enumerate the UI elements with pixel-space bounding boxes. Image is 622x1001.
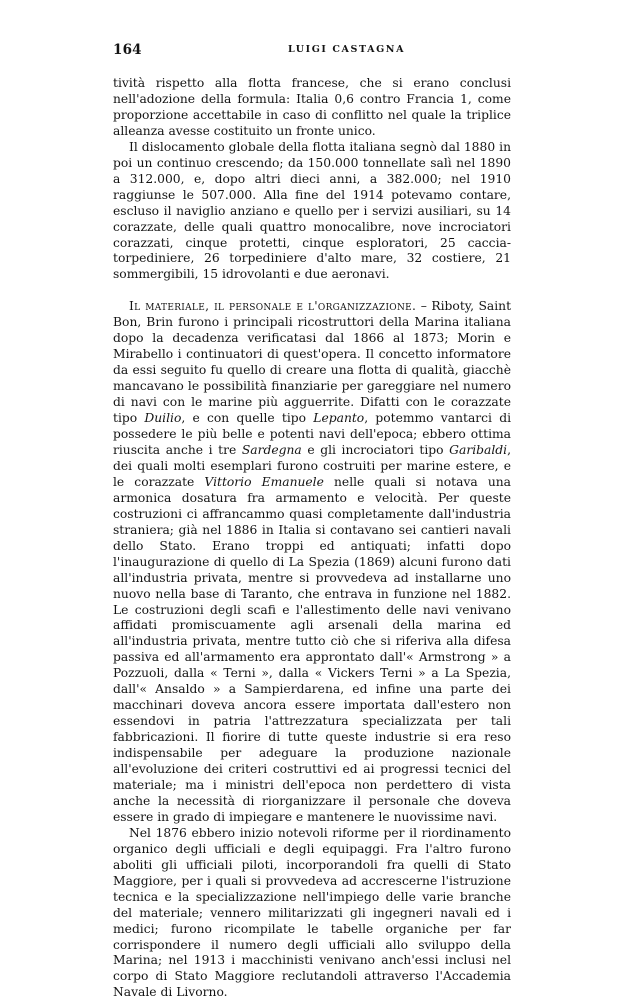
ship-class-name: Sardegna xyxy=(241,442,302,457)
page-header xyxy=(113,42,511,60)
page-number: 164 xyxy=(113,42,142,58)
paragraph-continuation: tività rispetto alla flotta francese, che si erano conclusi nell'adozione della formula: Italia 0,6 contro Francia 1, come proporzione accettabile in caso di conflitto nel quale la triplice alleanza avesse costituito un fronte unico. xyxy=(113,76,511,138)
ship-class-name: Lepanto xyxy=(313,411,365,426)
paragraph-section-materiale xyxy=(113,299,511,825)
running-head: LUIGI CASTAGNA xyxy=(288,44,406,55)
text-run: , potemmo vantarci di possedere le più belle e potenti navi dell'epoca; ebbero ottima riuscita anche i tre xyxy=(113,411,512,457)
text-run: – Riboty, Saint Bon, Brin furono i principali ricostruttori della Marina italiana dopo la decadenza verificatasi dal 1866 al 1873; Morin e Mirabello i continuatori di quest'opera. Il concetto informatore da essi seguito fu quello di creare una flotta di qualità, giacchè mancavano le possibilità finanziarie per gareggiare nel numero di navi con le marine più agguerrite. Difatti con le corazzate tipo xyxy=(113,299,512,426)
paragraph-fleet-displacement: Il dislocamento globale della flotta italiana segnò dal 1880 in poi un continuo crescendo; da 150.000 tonnellate salì nel 1890 a 312.000, e, dopo altri dieci anni, a 382.000; nel 1910 raggiunse le 507.000. Alla fine del 1914 potevamo contare, escluso il naviglio anziano e quello per i servizi ausiliari, su 14 corazzate, delle quali quattro monocalibre, nove incrociatori corazzati, cinque protetti, cinque esploratori, 25 caccia-torpediniere, 26 torpediniere d'alto mare, 32 costiere, 21 sommergibili, 15 idrovolanti e due aeronavi. xyxy=(113,139,511,282)
section-gap xyxy=(113,283,511,299)
ship-class-name: Garibaldi xyxy=(449,442,508,457)
ship-class-name: Vittorio Emanuele xyxy=(204,474,324,489)
section-heading: Il materiale, il personale e l'organizzazione. xyxy=(129,299,417,314)
ship-class-name: Duilio xyxy=(144,411,182,426)
text-run: , e con quelle tipo xyxy=(181,411,314,426)
body-text xyxy=(113,76,511,1001)
text-run: e gli incrociatori tipo xyxy=(301,442,450,457)
paragraph-reforms-1876: Nel 1876 ebbero inizio notevoli riforme per il riordinamento organico degli ufficiali e degli equipaggi. Fra l'altro furono aboliti gli ufficiali piloti, incorporandoli fra quelli di Stato Maggiore, per i quali si provvedeva ad accrescerne l'istruzione tecnica e la specializzazione nell'impiego delle varie branche del materiale; vennero militarizzati gli ingegneri navali ed i medici; furono ricompilate le tabelle organiche per far corrispondere il numero degli ufficiali allo sviluppo della Marina; nel 1913 i macchinisti venivano anch'essi inclusi nel corpo di Stato Maggiore reclutandoli attraverso l'Accademia Navale di Livorno. xyxy=(113,825,511,1000)
text-run: nelle quali si notava una armonica dosatura fra armamento e velocità. Per queste costruzioni ci affrancammo quasi completamente dall'industria straniera; già nel 1886 in Italia si contavano sei cantieri navali dello Stato. Erano troppi ed antiquati; infatti dopo l'inaugurazione di quello di La Spezia (1869) alcuni furono dati all'industria privata, mentre si provvedeva ad installarne uno nuovo nella base di Taranto, che entrava in funzione nel 1882. Le costruzioni degli scafi e l'allestimento delle navi venivano affidati promiscuamente agli arsenali della marina ed all'industria privata, mentre tutto ciò che si riferiva alla difesa passiva ed all'armamento era approntato dall'« Armstrong » a Pozzuoli, dalla « Terni », dalla « Vickers Terni » a La Spezia, dall'« Ansaldo » a Sampierdarena, ed infine una parte dei macchinari doveva ancora essere importata dall'estero non essendovi in patria l'attrezzatura specializzata per tali fabbricazioni. Il fiorire di tutte queste industrie si era reso indispensabile per adeguare la produzione nazionale all'evoluzione dei criteri costruttivi ed ai progressi tecnici del materiale; ma i ministri dell'epoca non perdettero di vista anche la necessità di riorganizzare il personale che doveva essere in grado di impiegare e mantenere le nuovissime navi. xyxy=(113,474,511,824)
text-run: , dei quali molti esemplari furono costruiti per marine estere, e le corazzate xyxy=(113,442,511,489)
